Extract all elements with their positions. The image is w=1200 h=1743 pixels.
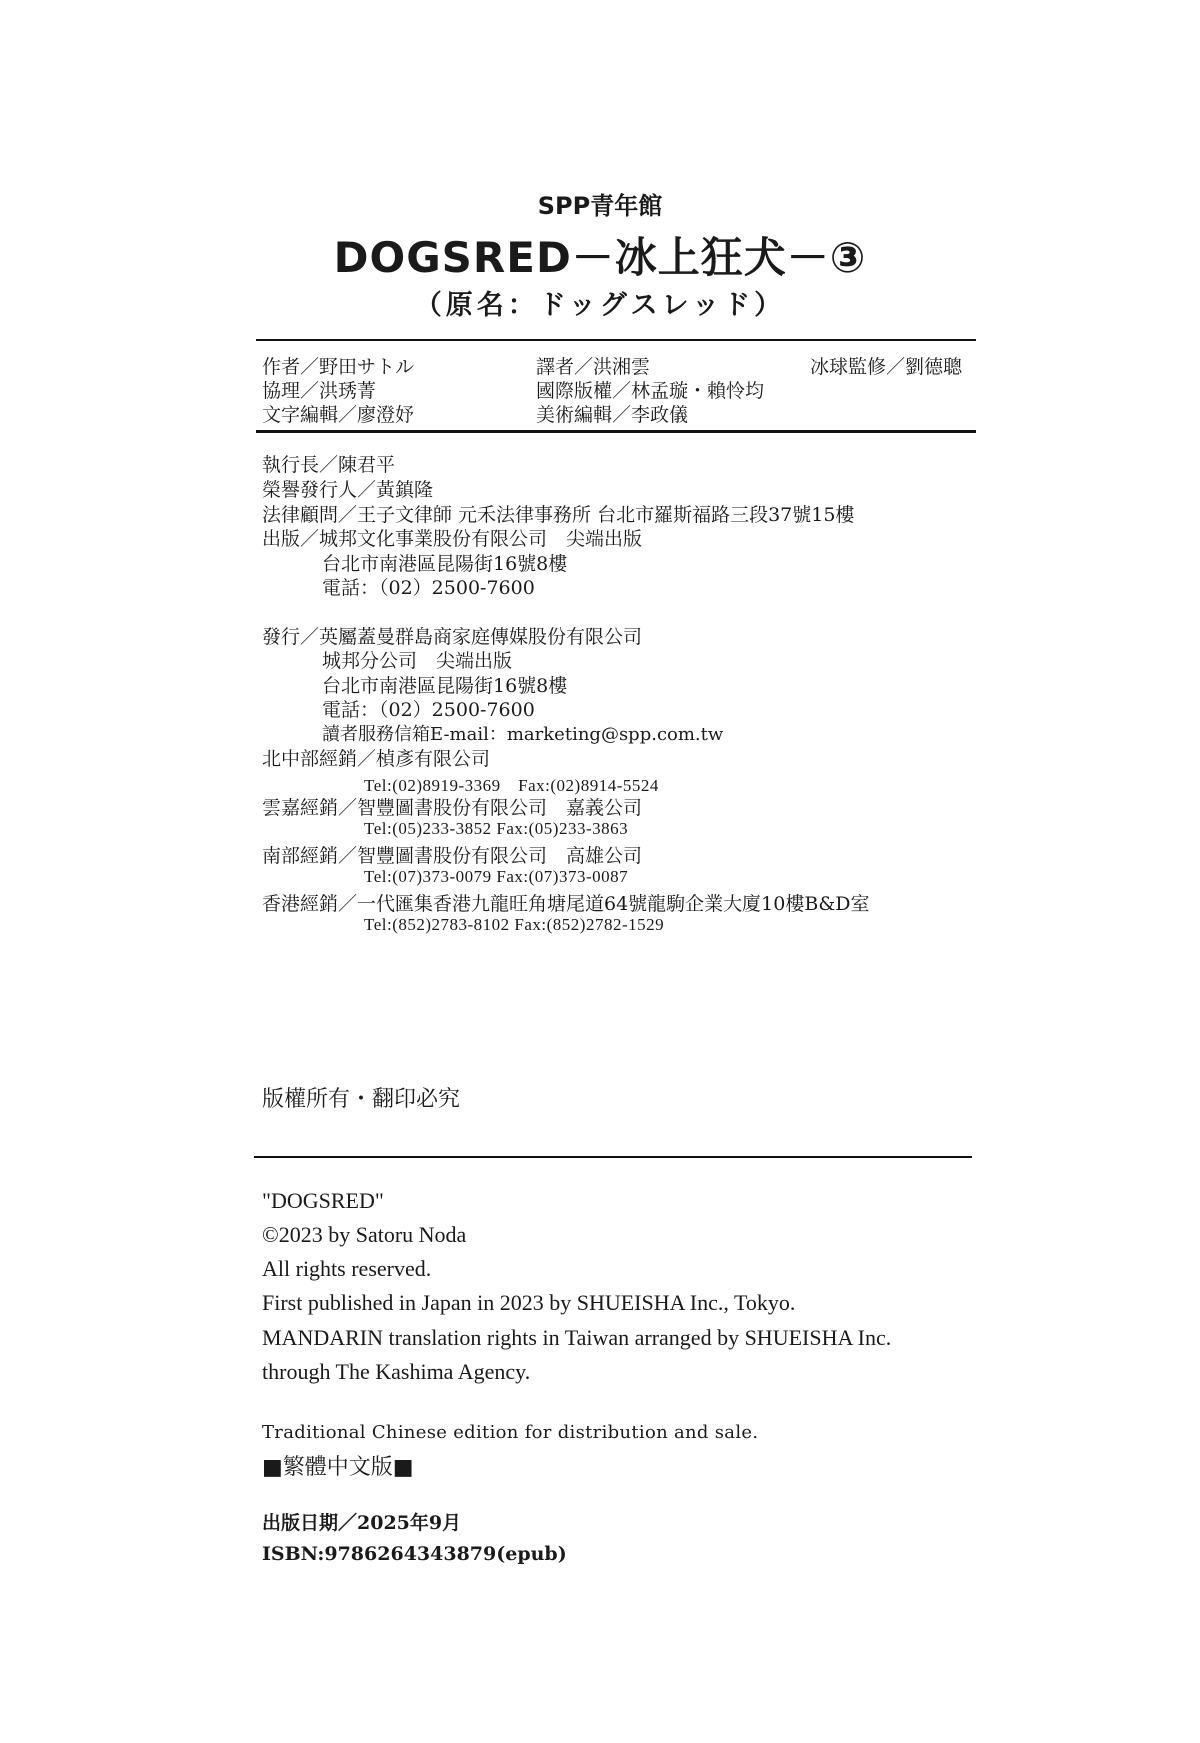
hongkong-distributor-contact: Tel:(852)2783-8102 Fax:(852)2782-1529 <box>364 915 665 934</box>
publisher: 出版／城邦文化事業股份有限公司 尖端出版 <box>262 528 643 550</box>
credits-bottom-rule <box>256 430 976 433</box>
rights-reserved-notice: 版權所有・翻印必究 <box>262 1087 461 1112</box>
hongkong-distributor: 香港經銷／一代匯集香港九龍旺角塘尾道64號龍駒企業大廈10樓B&D室 <box>262 893 870 915</box>
credit-author: 作者／野田サトル <box>262 356 415 378</box>
credit-translator: 譯者／洪湘雲 <box>536 356 651 378</box>
credit-international-rights: 國際版權／林孟璇・賴怜均 <box>536 380 765 402</box>
imprint-name: SPP青年館 <box>537 192 663 220</box>
edition-label: ■繁體中文版■ <box>262 1455 414 1480</box>
publisher-phone: 電話：（02）2500-7600 <box>322 577 535 599</box>
credit-hockey-supervisor: 冰球監修／劉德聰 <box>810 356 963 378</box>
south-distributor-contact: Tel:(07)373-0079 Fax:(07)373-0087 <box>364 867 629 886</box>
copyright-line: ©2023 by Satoru Noda <box>262 1222 467 1247</box>
credit-assistant-manager: 協理／洪琇菁 <box>262 380 377 402</box>
publication-date: 出版日期／2025年9月 <box>262 1512 462 1534</box>
yunjia-distributor: 雲嘉經銷／智豐圖書股份有限公司 嘉義公司 <box>262 797 643 819</box>
copyright-line: First published in Japan in 2023 by SHUEISHA Inc., Tokyo. <box>262 1290 796 1315</box>
honorary-publisher: 榮譽發行人／黃鎮隆 <box>262 479 434 501</box>
south-distributor: 南部經銷／智豐圖書股份有限公司 高雄公司 <box>262 845 643 867</box>
book-title: DOGSRED－冰上狂犬－③ <box>333 233 867 282</box>
credit-art-editor: 美術編輯／李政儀 <box>536 404 689 426</box>
legal-advisor: 法律顧問／王子文律師 元禾法律事務所 台北市羅斯福路三段37號15樓 <box>262 504 855 526</box>
issuer-branch: 城邦分公司 尖端出版 <box>322 650 513 672</box>
yunjia-distributor-contact: Tel:(05)233-3852 Fax:(05)233-3863 <box>364 819 629 838</box>
reader-service-email: 讀者服務信箱E-mail：marketing@spp.com.tw <box>322 724 724 745</box>
north-distributor-contact: Tel:(02)8919-3369 Fax:(02)8914-5524 <box>364 776 659 795</box>
north-distributor: 北中部經銷／楨彥有限公司 <box>262 748 491 770</box>
original-title: （原名：ドッグスレッド） <box>414 290 786 321</box>
copyright-line: "DOGSRED" <box>262 1188 384 1213</box>
top-rule <box>256 339 976 341</box>
publisher-address: 台北市南港區昆陽街16號8樓 <box>322 553 568 575</box>
copyright-line: All rights reserved. <box>262 1256 432 1281</box>
issuer: 發行／英屬蓋曼群島商家庭傳媒股份有限公司 <box>262 626 643 648</box>
issuer-address: 台北市南港區昆陽街16號8樓 <box>322 675 568 697</box>
issuer-phone: 電話：（02）2500-7600 <box>322 699 535 721</box>
ceo: 執行長／陳君平 <box>262 454 396 476</box>
copyright-line: through The Kashima Agency. <box>262 1359 531 1384</box>
copyright-line: MANDARIN translation rights in Taiwan arranged by SHUEISHA Inc. <box>262 1325 892 1350</box>
isbn: ISBN:9786264343879(epub) <box>262 1543 567 1565</box>
copyright-rule <box>254 1156 972 1158</box>
credit-text-editor: 文字編輯／廖澄妤 <box>262 404 415 426</box>
edition-distribution-note: Traditional Chinese edition for distribution and sale. <box>262 1422 759 1443</box>
